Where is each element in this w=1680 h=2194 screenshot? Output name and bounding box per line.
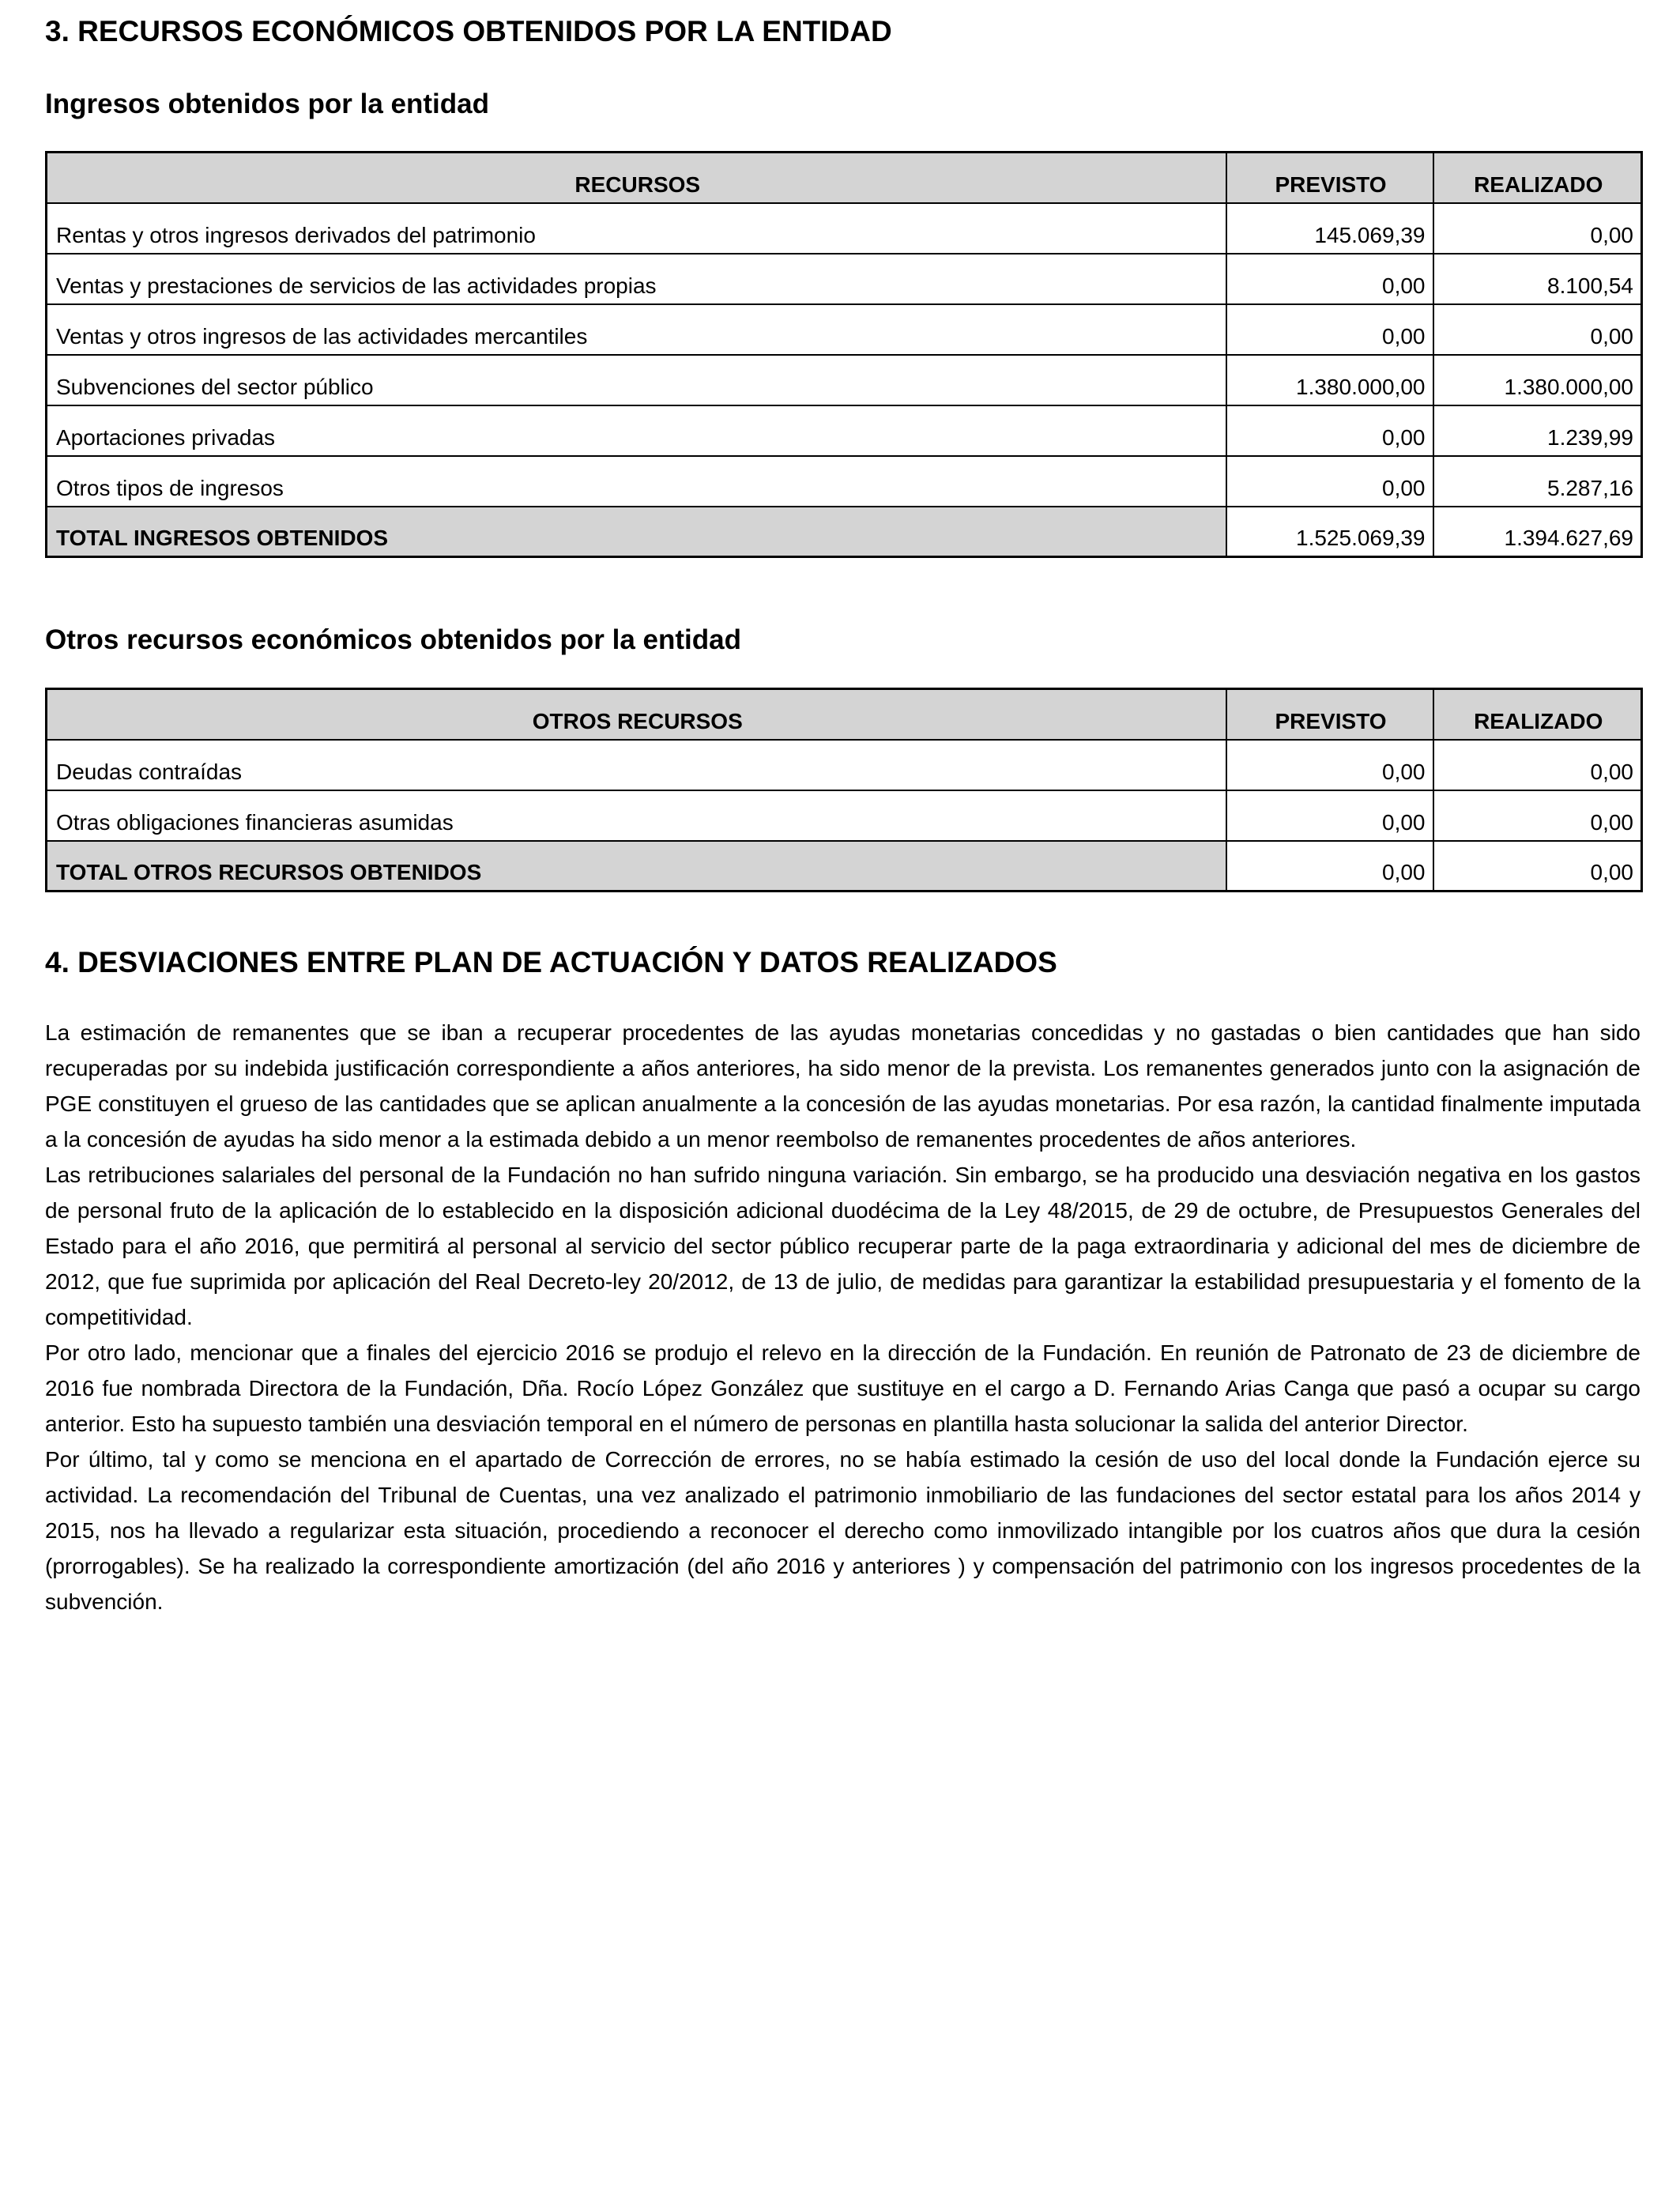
row-realizado: 5.287,16: [1433, 456, 1642, 507]
row-previsto: 1.380.000,00: [1226, 355, 1433, 405]
paragraph: La estimación de remanentes que se iban a recuperar procedentes de las ayudas monetarias concedidas y no gastadas o bien cantidades que han sido recuperadas por su indebida justificación correspondiente a años anteriores, ha sido menor de la prevista. Los remanentes generados junto con la asignación de PGE constituyen el grueso de las cantidades que se aplican anualmente a la concesión de las ayudas monetarias. Por esa razón, la cantidad finalmente imputada a la concesión de ayudas ha sido menor a la estimada debido a un menor reembolso de remanentes procedentes de años anteriores.: [45, 1020, 1640, 1152]
deviations-text: [45, 1015, 1640, 1619]
row-label: Rentas y otros ingresos derivados del patrimonio: [47, 203, 1226, 254]
row-realizado: 0,00: [1433, 740, 1642, 790]
other-resources-title: Otros recursos económicos obtenidos por la entidad: [45, 624, 741, 655]
paragraph: Por otro lado, mencionar que a finales del ejercicio 2016 se produjo el relevo en la dirección de la Fundación. En reunión de Patronato de 23 de diciembre de 2016 fue nombrada Directora de la Fundación, Dña. Rocío López González que sustituye en el cargo a D. Fernando Arias Canga que pasó a ocupar su cargo anterior. Esto ha supuesto también una desviación temporal en el número de personas en plantilla hasta solucionar la salida del anterior Director.: [45, 1340, 1640, 1436]
row-previsto: 0,00: [1226, 405, 1433, 456]
total-previsto: 0,00: [1226, 841, 1433, 892]
row-label: Deudas contraídas: [47, 740, 1226, 790]
row-previsto: 0,00: [1226, 456, 1433, 507]
row-realizado: 0,00: [1433, 790, 1642, 841]
total-label: TOTAL INGRESOS OBTENIDOS: [47, 507, 1226, 557]
header-otros-recursos: OTROS RECURSOS: [47, 689, 1226, 740]
row-realizado: 8.100,54: [1433, 254, 1642, 304]
header-previsto: PREVISTO: [1226, 689, 1433, 740]
income-header-row: [47, 153, 1642, 203]
income-table: [45, 151, 1643, 558]
header-recursos: RECURSOS: [47, 153, 1226, 203]
table-row: [47, 355, 1642, 405]
header-realizado: REALIZADO: [1433, 689, 1642, 740]
other-header-row: [47, 689, 1642, 740]
other-resources-table: [45, 688, 1643, 892]
table-row: [47, 203, 1642, 254]
row-previsto: 0,00: [1226, 304, 1433, 355]
row-realizado: 1.380.000,00: [1433, 355, 1642, 405]
table-row: [47, 790, 1642, 841]
paragraph: Por último, tal y como se menciona en el apartado de Corrección de errores, no se había estimado la cesión de uso del local donde la Fundación ejerce su actividad. La recomendación del Tribunal de Cuentas, una vez analizado el patrimonio inmobiliario de las fundaciones del sector estatal para los años 2014 y 2015, nos ha llevado a regularizar esta situación, procediendo a reconocer el derecho como inmovilizado intangible por los cuatros años que dura la cesión (prorrogables). Se ha realizado la correspondiente amortización (del año 2016 y anteriores ) y compensación del patrimonio con los ingresos procedentes de la subvención.: [45, 1447, 1640, 1614]
table-row: [47, 254, 1642, 304]
row-previsto: 145.069,39: [1226, 203, 1433, 254]
row-previsto: 0,00: [1226, 740, 1433, 790]
other-total-row: [47, 841, 1642, 892]
table-row: [47, 304, 1642, 355]
total-previsto: 1.525.069,39: [1226, 507, 1433, 557]
section-3-title: 3. RECURSOS ECONÓMICOS OBTENIDOS POR LA ENTIDAD: [45, 15, 892, 47]
header-realizado: REALIZADO: [1433, 153, 1642, 203]
row-previsto: 0,00: [1226, 254, 1433, 304]
row-label: Aportaciones privadas: [47, 405, 1226, 456]
row-realizado: 0,00: [1433, 203, 1642, 254]
income-total-row: [47, 507, 1642, 557]
row-label: Ventas y prestaciones de servicios de las actividades propias: [47, 254, 1226, 304]
total-realizado: 0,00: [1433, 841, 1642, 892]
header-previsto: PREVISTO: [1226, 153, 1433, 203]
table-row: [47, 456, 1642, 507]
table-row: [47, 740, 1642, 790]
row-label: Otras obligaciones financieras asumidas: [47, 790, 1226, 841]
row-realizado: 1.239,99: [1433, 405, 1642, 456]
row-label: Ventas y otros ingresos de las actividades mercantiles: [47, 304, 1226, 355]
table-row: [47, 405, 1642, 456]
row-label: Otros tipos de ingresos: [47, 456, 1226, 507]
section-4-title: 4. DESVIACIONES ENTRE PLAN DE ACTUACIÓN Y DATOS REALIZADOS: [45, 946, 1057, 978]
paragraph: Las retribuciones salariales del personal de la Fundación no han sufrido ninguna variación. Sin embargo, se ha producido una desviación negativa en los gastos de personal fruto de la aplicación de lo establecido en la disposición adicional duodécima de la Ley 48/2015, de 29 de octubre, de Presupuestos Generales del Estado para el año 2016, que permitirá al personal al servicio del sector público recuperar parte de la paga extraordinaria y adicional del mes de diciembre de 2012, que fue suprimida por aplicación del Real Decreto-ley 20/2012, de 13 de julio, de medidas para garantizar la estabilidad presupuestaria y el fomento de la competitividad.: [45, 1163, 1640, 1329]
total-label: TOTAL OTROS RECURSOS OBTENIDOS: [47, 841, 1226, 892]
row-label: Subvenciones del sector público: [47, 355, 1226, 405]
total-realizado: 1.394.627,69: [1433, 507, 1642, 557]
income-table-title: Ingresos obtenidos por la entidad: [45, 89, 489, 119]
row-realizado: 0,00: [1433, 304, 1642, 355]
row-previsto: 0,00: [1226, 790, 1433, 841]
